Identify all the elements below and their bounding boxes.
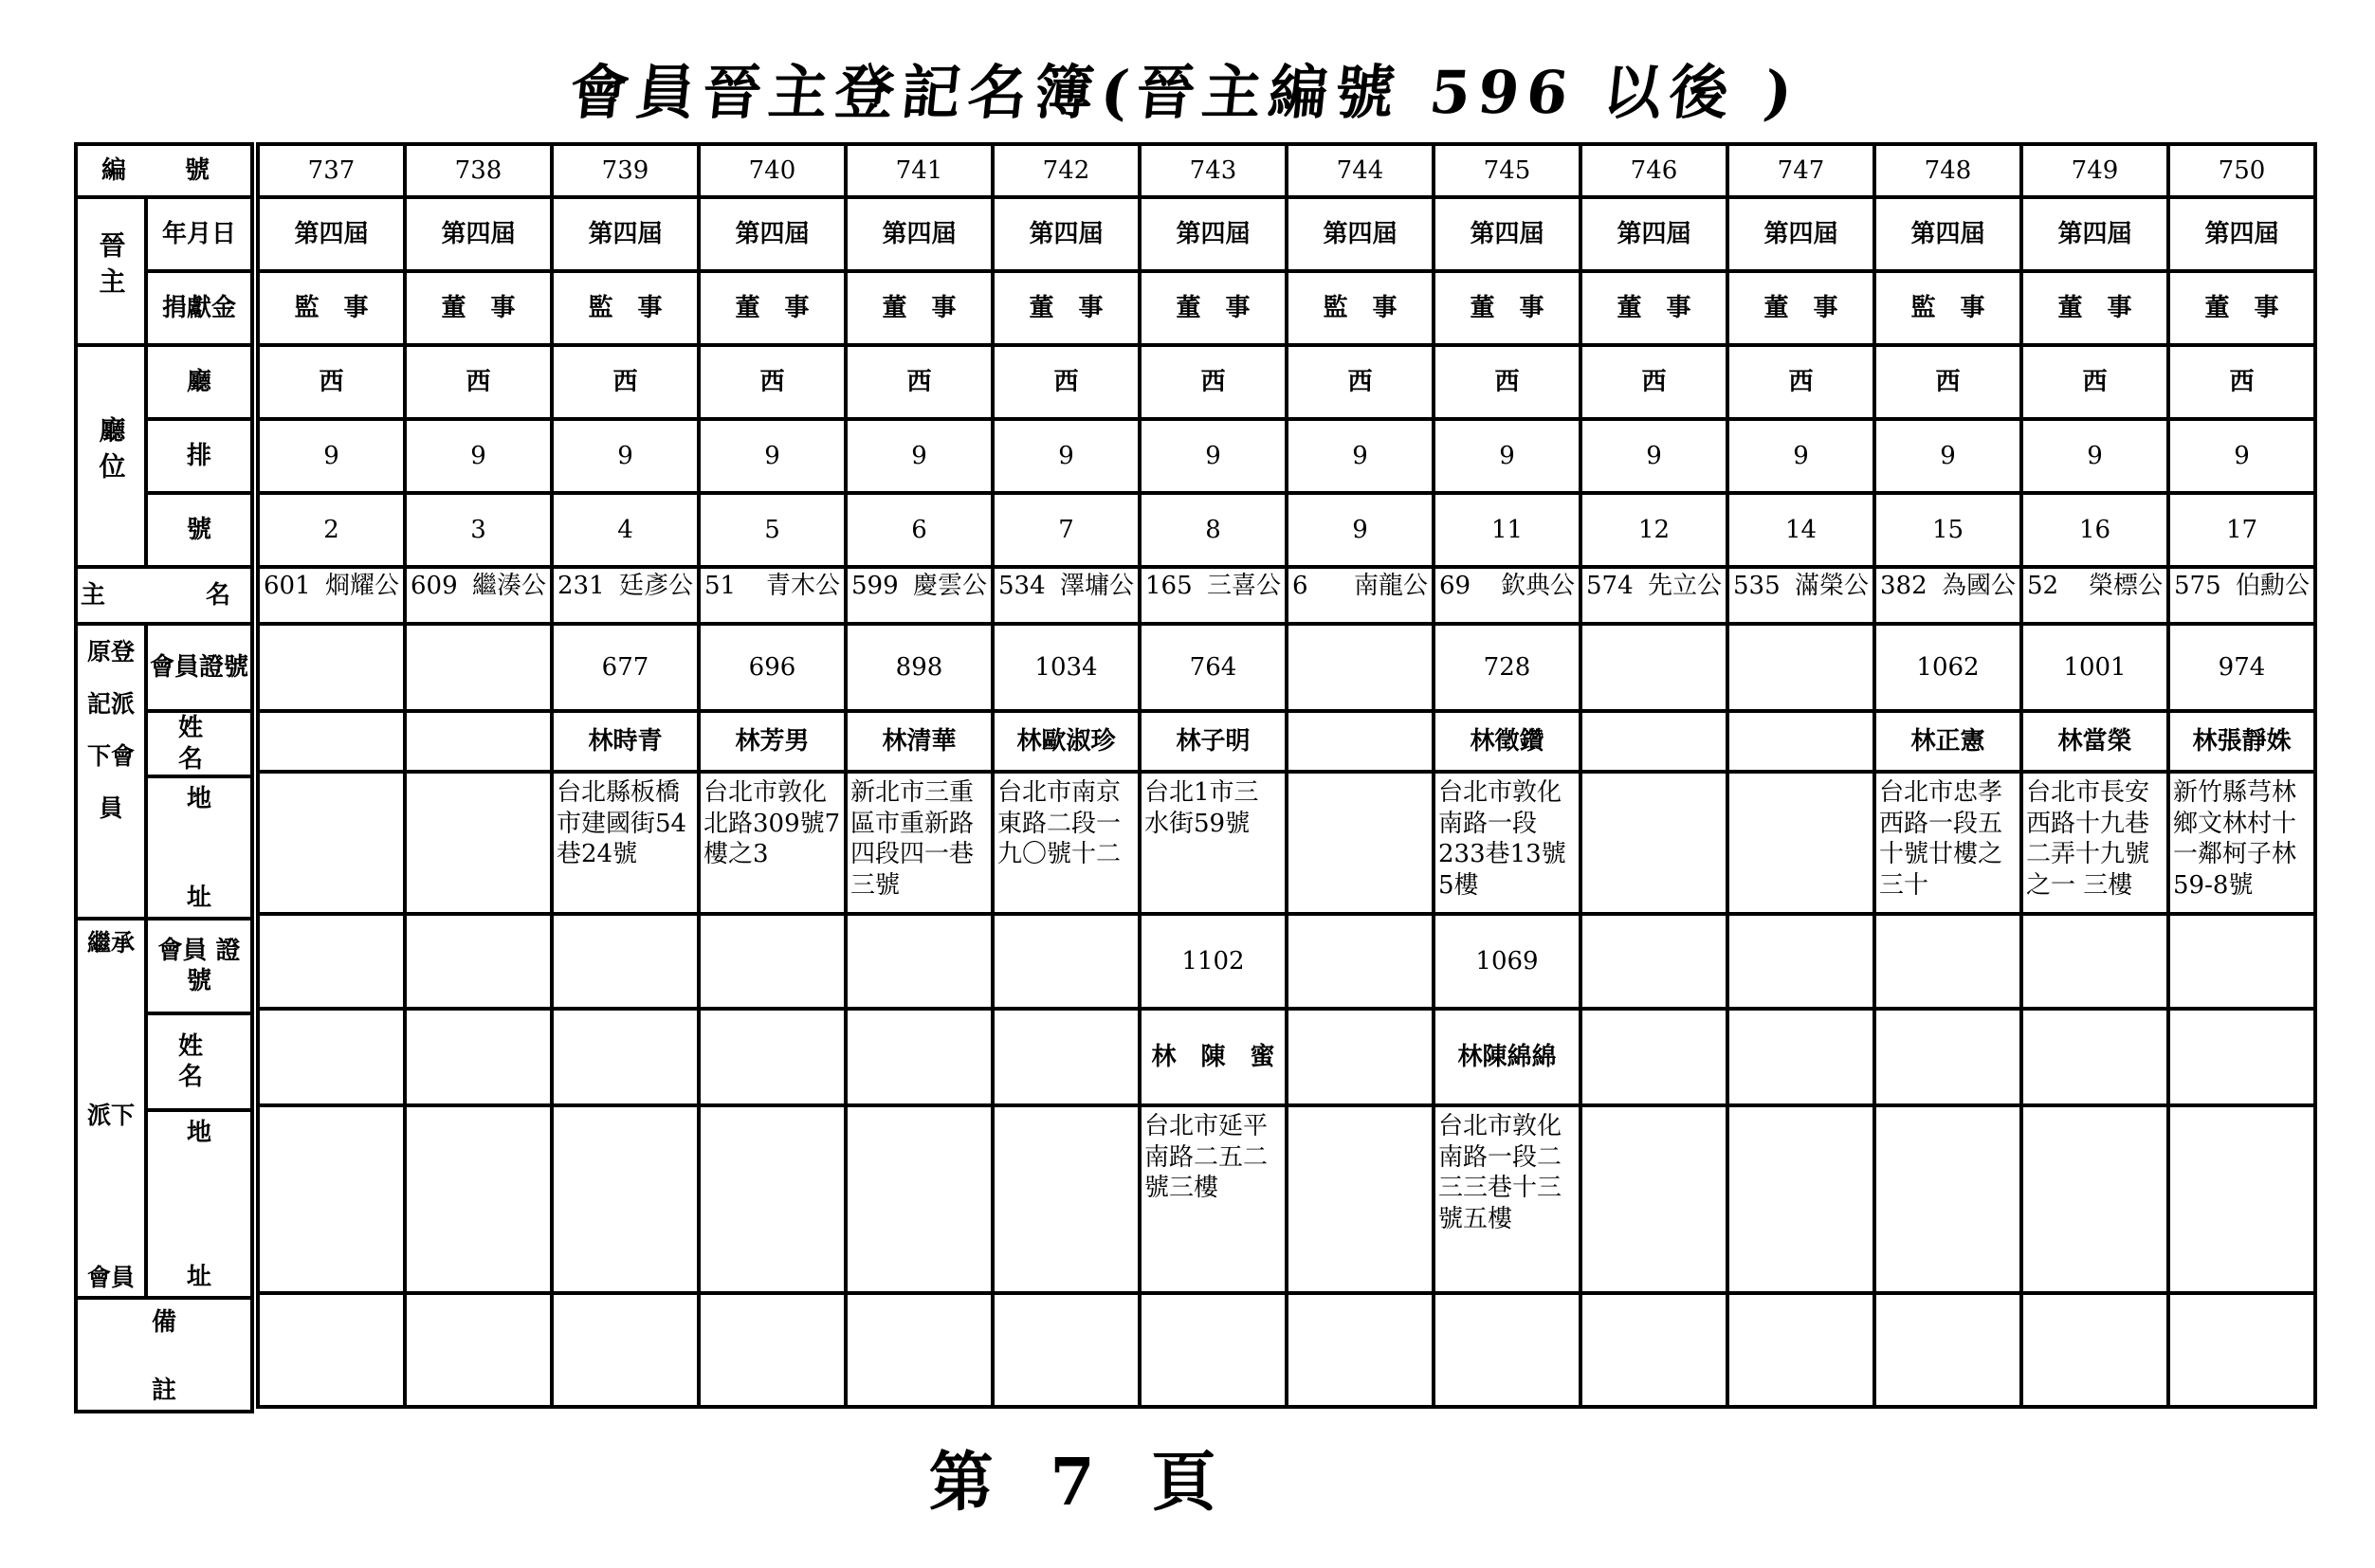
- cell-row: 9: [2168, 419, 2315, 493]
- row-name: [258, 711, 2315, 772]
- cell-member-address: 新北市三重區市重新路四段四一巷三號: [846, 772, 993, 914]
- cell-hall: 西: [1874, 345, 2021, 419]
- cell-row: 9: [1580, 419, 1727, 493]
- owner-number: 231: [557, 572, 605, 600]
- cell-inherit-name: [552, 1009, 699, 1105]
- label-inherit-address: 地 址: [146, 1110, 252, 1298]
- cell-member-card: [1580, 624, 1727, 711]
- cell-inherit-card: 1102: [1140, 914, 1287, 1009]
- cell-number: 744: [1287, 144, 1434, 197]
- cell-inherit-name: [1874, 1009, 2021, 1105]
- label-hall: 廳: [146, 345, 252, 419]
- owner-number: 52: [2027, 572, 2059, 600]
- cell-member-card: [405, 624, 552, 711]
- owner-name: 慶雲公: [912, 572, 987, 600]
- cell-member-address: [1727, 772, 1874, 914]
- cell-row: 9: [552, 419, 699, 493]
- cell-inherit-name: [2021, 1009, 2168, 1105]
- owner-number: 601: [264, 572, 311, 600]
- cell-date: 第四屆: [1434, 197, 1580, 271]
- cell-member-address: 台北1市三水街59號: [1140, 772, 1287, 914]
- cell-inherit-name: [1727, 1009, 1874, 1105]
- cell-member-address: [405, 772, 552, 914]
- cell-remarks: [1140, 1293, 1287, 1407]
- label-number: 編 號: [76, 144, 252, 197]
- cell-no: 14: [1727, 493, 1874, 567]
- cell-no: 11: [1434, 493, 1580, 567]
- row-donation: [258, 271, 2315, 345]
- cell-owner: [552, 567, 699, 624]
- cell-member-card: 728: [1434, 624, 1580, 711]
- owner-name: 榮標公: [2088, 572, 2163, 600]
- cell-inherit-address: [1580, 1105, 1727, 1293]
- cell-row: 9: [699, 419, 846, 493]
- cell-member-name: 林清華: [846, 711, 993, 772]
- cell-inherit-name: 林 陳 蜜: [1140, 1009, 1287, 1105]
- cell-hall: 西: [846, 345, 993, 419]
- cell-number: 743: [1140, 144, 1287, 197]
- page-number: 第 7 頁: [928, 1445, 1233, 1521]
- owner-number: 574: [1586, 572, 1634, 600]
- cell-donation: 董 事: [993, 271, 1140, 345]
- cell-no: 7: [993, 493, 1140, 567]
- cell-inherit-card: [1874, 914, 2021, 1009]
- cell-member-card: 696: [699, 624, 846, 711]
- cell-date: 第四屆: [993, 197, 1140, 271]
- cell-remarks: [552, 1293, 699, 1407]
- cell-row: 9: [846, 419, 993, 493]
- cell-no: 12: [1580, 493, 1727, 567]
- cell-inherit-address: [699, 1105, 846, 1293]
- cell-inherit-address: [1874, 1105, 2021, 1293]
- cell-inherit-card: [2021, 914, 2168, 1009]
- label-seat: 廳位: [76, 345, 146, 567]
- cell-inherit-address: [2021, 1105, 2168, 1293]
- cell-member-address: [1287, 772, 1434, 914]
- cell-number: 747: [1727, 144, 1874, 197]
- label-row: 排: [146, 419, 252, 493]
- cell-donation: 董 事: [2021, 271, 2168, 345]
- cell-no: 5: [699, 493, 846, 567]
- cell-owner: [2168, 567, 2315, 624]
- owner-name: 先立公: [1647, 572, 1722, 600]
- cell-member-address: 新竹縣芎林鄉文林村十一鄰柯子林59-8號: [2168, 772, 2315, 914]
- cell-date: 第四屆: [1287, 197, 1434, 271]
- cell-member-address: 台北市敦化南路一段233巷13號5樓: [1434, 772, 1580, 914]
- cell-member-address: 台北市長安西路十九巷二弄十九號之一 三樓: [2021, 772, 2168, 914]
- owner-name: 三喜公: [1206, 572, 1281, 600]
- cell-inherit-address: [405, 1105, 552, 1293]
- cell-no: 4: [552, 493, 699, 567]
- cell-donation: 董 事: [699, 271, 846, 345]
- cell-inherit-card: [552, 914, 699, 1009]
- cell-remarks: [1287, 1293, 1434, 1407]
- cell-no: 6: [846, 493, 993, 567]
- cell-owner: [1434, 567, 1580, 624]
- label-owner: 主 名: [76, 567, 252, 624]
- owner-number: 165: [1145, 572, 1193, 600]
- cell-donation: 監 事: [258, 271, 405, 345]
- cell-no: 2: [258, 493, 405, 567]
- owner-name: 廷彥公: [618, 572, 693, 600]
- owner-name: 為國公: [1941, 572, 2016, 600]
- cell-owner: [2021, 567, 2168, 624]
- row-label-table: [74, 142, 263, 1413]
- cell-member-name: 林時青: [552, 711, 699, 772]
- cell-number: 740: [699, 144, 846, 197]
- cell-date: 第四屆: [2168, 197, 2315, 271]
- cell-inherit-address: [1727, 1105, 1874, 1293]
- cell-inherit-name: [1287, 1009, 1434, 1105]
- cell-donation: 監 事: [1287, 271, 1434, 345]
- owner-number: 599: [851, 572, 899, 600]
- cell-inherit-address: [846, 1105, 993, 1293]
- row-owner: [258, 567, 2315, 624]
- cell-inherit-name: [2168, 1009, 2315, 1105]
- cell-remarks: [2168, 1293, 2315, 1407]
- cell-donation: 董 事: [405, 271, 552, 345]
- cell-remarks: [405, 1293, 552, 1407]
- cell-owner: [1580, 567, 1727, 624]
- cell-member-name: [405, 711, 552, 772]
- label-remarks: 備 註: [76, 1298, 252, 1412]
- cell-hall: 西: [1140, 345, 1287, 419]
- label-inherit-card: 會員 證號: [146, 919, 252, 1013]
- cell-member-card: 677: [552, 624, 699, 711]
- cell-member-address: [258, 772, 405, 914]
- cell-inherit-address: 台北市敦化南路一段二三三巷十三號五樓: [1434, 1105, 1580, 1293]
- owner-name: 繼湊公: [471, 572, 546, 600]
- cell-number: 749: [2021, 144, 2168, 197]
- cell-donation: 監 事: [552, 271, 699, 345]
- owner-name: 欽典公: [1500, 572, 1575, 600]
- cell-member-card: [1287, 624, 1434, 711]
- cell-member-name: 林正憲: [1874, 711, 2021, 772]
- owner-name: 滿榮公: [1794, 572, 1869, 600]
- cell-member-address: [1580, 772, 1727, 914]
- cell-inherit-name: [993, 1009, 1140, 1105]
- row-inh_card: [258, 914, 2315, 1009]
- cell-remarks: [2021, 1293, 2168, 1407]
- cell-number: 748: [1874, 144, 2021, 197]
- cell-inherit-address: 台北市延平南路二五二號三樓: [1140, 1105, 1287, 1293]
- row-id: [258, 144, 2315, 197]
- cell-member-card: 1062: [1874, 624, 2021, 711]
- owner-name: 青木公: [765, 572, 840, 600]
- cell-inherit-card: [405, 914, 552, 1009]
- cell-inherit-card: [1727, 914, 1874, 1009]
- cell-date: 第四屆: [2021, 197, 2168, 271]
- row-inh_addr: [258, 1105, 2315, 1293]
- cell-remarks: [1434, 1293, 1580, 1407]
- label-inherit-name: 姓 名: [146, 1013, 252, 1110]
- cell-row: 9: [1874, 419, 2021, 493]
- cell-member-card: 898: [846, 624, 993, 711]
- cell-member-name: 林歐淑珍: [993, 711, 1140, 772]
- owner-number: 51: [704, 572, 737, 600]
- cell-inherit-name: [699, 1009, 846, 1105]
- cell-hall: 西: [993, 345, 1140, 419]
- cell-donation: 監 事: [1874, 271, 2021, 345]
- cell-no: 15: [1874, 493, 2021, 567]
- cell-number: 738: [405, 144, 552, 197]
- label-date: 年月日: [146, 197, 252, 271]
- cell-inherit-card: [1580, 914, 1727, 1009]
- cell-inherit-card: [993, 914, 1140, 1009]
- owner-number: 535: [1733, 572, 1781, 600]
- cell-no: 16: [2021, 493, 2168, 567]
- cell-number: 741: [846, 144, 993, 197]
- cell-inherit-address: [2168, 1105, 2315, 1293]
- cell-date: 第四屆: [258, 197, 405, 271]
- label-name: 姓 名: [146, 711, 252, 776]
- cell-member-name: 林張靜姝: [2168, 711, 2315, 772]
- cell-remarks: [846, 1293, 993, 1407]
- cell-row: 9: [1140, 419, 1287, 493]
- cell-inherit-name: [1580, 1009, 1727, 1105]
- cell-number: 739: [552, 144, 699, 197]
- owner-name: 澤墉公: [1059, 572, 1134, 600]
- registry-table: [256, 142, 2317, 1409]
- cell-row: 9: [1287, 419, 1434, 493]
- cell-member-address: 台北市敦化北路309號7樓之3: [699, 772, 846, 914]
- cell-date: 第四屆: [1727, 197, 1874, 271]
- cell-no: 8: [1140, 493, 1287, 567]
- cell-owner: [699, 567, 846, 624]
- cell-owner: [846, 567, 993, 624]
- cell-member-name: 林子明: [1140, 711, 1287, 772]
- cell-hall: 西: [2168, 345, 2315, 419]
- cell-inherit-card: [2168, 914, 2315, 1009]
- cell-number: 737: [258, 144, 405, 197]
- cell-remarks: [258, 1293, 405, 1407]
- label-original-member: 原登 記派 下會 員: [76, 624, 146, 919]
- cell-inherit-card: [1287, 914, 1434, 1009]
- cell-row: 9: [258, 419, 405, 493]
- cell-donation: 董 事: [1580, 271, 1727, 345]
- cell-inherit-name: [258, 1009, 405, 1105]
- cell-date: 第四屆: [1580, 197, 1727, 271]
- row-inh_name: [258, 1009, 2315, 1105]
- cell-row: 9: [993, 419, 1140, 493]
- cell-member-address: 台北縣板橋市建國街54巷24號: [552, 772, 699, 914]
- cell-owner: [1140, 567, 1287, 624]
- cell-donation: 董 事: [1434, 271, 1580, 345]
- cell-row: 9: [1434, 419, 1580, 493]
- cell-row: 9: [2021, 419, 2168, 493]
- cell-member-name: 林芳男: [699, 711, 846, 772]
- row-remarks: [258, 1293, 2315, 1407]
- cell-member-card: 764: [1140, 624, 1287, 711]
- label-jinzhu: 晉主: [76, 197, 146, 345]
- cell-remarks: [1580, 1293, 1727, 1407]
- cell-row: 9: [1727, 419, 1874, 493]
- cell-donation: 董 事: [1140, 271, 1287, 345]
- owner-name: 南龍公: [1353, 572, 1428, 600]
- cell-member-name: [258, 711, 405, 772]
- cell-remarks: [699, 1293, 846, 1407]
- owner-name: 伯勳公: [2235, 572, 2310, 600]
- cell-inherit-card: [699, 914, 846, 1009]
- cell-member-name: [1287, 711, 1434, 772]
- cell-hall: 西: [1287, 345, 1434, 419]
- cell-owner: [1287, 567, 1434, 624]
- label-address: 地 址: [146, 776, 252, 919]
- cell-hall: 西: [699, 345, 846, 419]
- cell-donation: 董 事: [1727, 271, 1874, 345]
- cell-member-card: [1727, 624, 1874, 711]
- cell-number: 742: [993, 144, 1140, 197]
- cell-member-name: [1580, 711, 1727, 772]
- cell-member-name: 林徵鑽: [1434, 711, 1580, 772]
- cell-member-card: 1001: [2021, 624, 2168, 711]
- cell-hall: 西: [258, 345, 405, 419]
- cell-owner: [258, 567, 405, 624]
- cell-member-card: 1034: [993, 624, 1140, 711]
- cell-donation: 董 事: [2168, 271, 2315, 345]
- cell-hall: 西: [1580, 345, 1727, 419]
- cell-remarks: [1874, 1293, 2021, 1407]
- cell-hall: 西: [405, 345, 552, 419]
- cell-owner: [1874, 567, 2021, 624]
- cell-inherit-name: [405, 1009, 552, 1105]
- cell-row: 9: [405, 419, 552, 493]
- row-date: [258, 197, 2315, 271]
- cell-inherit-card: [846, 914, 993, 1009]
- cell-donation: 董 事: [846, 271, 993, 345]
- label-inherit-member: 繼承 派下 會員: [76, 919, 146, 1298]
- owner-number: 609: [411, 572, 458, 600]
- row-card: [258, 624, 2315, 711]
- cell-number: 746: [1580, 144, 1727, 197]
- label-no: 號: [146, 493, 252, 567]
- owner-number: 534: [998, 572, 1046, 600]
- cell-member-name: 林當榮: [2021, 711, 2168, 772]
- cell-hall: 西: [552, 345, 699, 419]
- cell-inherit-name: 林陳綿綿: [1434, 1009, 1580, 1105]
- cell-no: 9: [1287, 493, 1434, 567]
- cell-member-name: [1727, 711, 1874, 772]
- cell-member-address: 台北市忠孝西路一段五十號廿樓之三十: [1874, 772, 2021, 914]
- cell-member-address: 台北市南京東路二段一九〇號十二: [993, 772, 1140, 914]
- cell-number: 750: [2168, 144, 2315, 197]
- owner-name: 烱耀公: [324, 572, 399, 600]
- cell-remarks: [1727, 1293, 1874, 1407]
- cell-date: 第四屆: [552, 197, 699, 271]
- owner-number: 6: [1292, 572, 1308, 600]
- cell-owner: [1727, 567, 1874, 624]
- cell-hall: 西: [2021, 345, 2168, 419]
- cell-date: 第四屆: [1140, 197, 1287, 271]
- row-addr: [258, 772, 2315, 914]
- cell-inherit-address: [1287, 1105, 1434, 1293]
- cell-inherit-address: [993, 1105, 1140, 1293]
- owner-number: 382: [1880, 572, 1927, 600]
- cell-number: 745: [1434, 144, 1580, 197]
- row-no: [258, 493, 2315, 567]
- row-hall: [258, 345, 2315, 419]
- cell-inherit-address: [552, 1105, 699, 1293]
- cell-date: 第四屆: [1874, 197, 2021, 271]
- cell-inherit-card: 1069: [1434, 914, 1580, 1009]
- cell-date: 第四屆: [846, 197, 993, 271]
- cell-inherit-name: [846, 1009, 993, 1105]
- cell-inherit-address: [258, 1105, 405, 1293]
- cell-date: 第四屆: [405, 197, 552, 271]
- cell-member-card: 974: [2168, 624, 2315, 711]
- cell-owner: [405, 567, 552, 624]
- row-row: [258, 419, 2315, 493]
- owner-number: 575: [2174, 572, 2221, 600]
- cell-no: 17: [2168, 493, 2315, 567]
- cell-no: 3: [405, 493, 552, 567]
- label-donation: 捐獻金: [146, 271, 252, 345]
- label-member-card: 會員證號: [146, 624, 252, 711]
- owner-number: 69: [1439, 572, 1471, 600]
- cell-hall: 西: [1727, 345, 1874, 419]
- cell-remarks: [993, 1293, 1140, 1407]
- cell-inherit-card: [258, 914, 405, 1009]
- page-title: 會員晉主登記名簿(晉主編號 596 以後 ): [566, 58, 1803, 127]
- cell-hall: 西: [1434, 345, 1580, 419]
- cell-date: 第四屆: [699, 197, 846, 271]
- cell-member-card: [258, 624, 405, 711]
- cell-owner: [993, 567, 1140, 624]
